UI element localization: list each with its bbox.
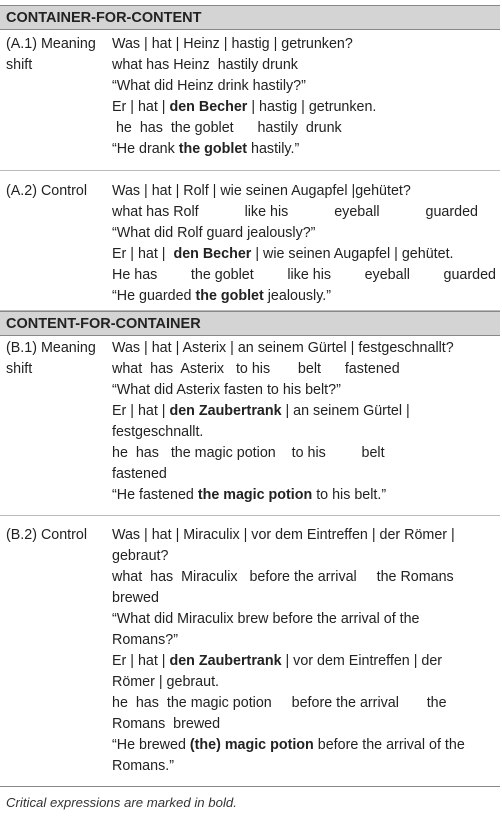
answer-german — [112, 97, 496, 118]
question-translation: “What did Rolf guard jealously?” — [112, 225, 316, 241]
label-line: (B.1) Meaning — [6, 340, 96, 356]
critical-expression: den Becher — [169, 99, 248, 115]
text: Er | hat | — [112, 99, 170, 115]
text: to his belt.” — [312, 487, 387, 503]
text: | hastig | getrunken. — [247, 99, 377, 115]
text: “He fastened — [112, 487, 198, 503]
gloss-word: eyeball — [364, 267, 410, 283]
answer-german-cont: Römer | gebraut. — [112, 674, 220, 690]
answer-gloss: he has the magic potion to his belt — [112, 445, 385, 461]
text: “He drank — [112, 141, 179, 157]
text: | an seinem Gürtel | — [281, 403, 410, 419]
answer-gloss: he has the magic potion before the arrival the — [112, 695, 447, 711]
text: | vor dem Eintreffen | der — [281, 653, 443, 669]
row-content-a1 — [112, 34, 500, 160]
label-line: (B.2) Control — [6, 527, 88, 543]
answer-translation — [112, 139, 496, 160]
question-german: Was | hat | Rolf | wie seinen Augapfel |gehütet? — [112, 183, 411, 199]
answer-german — [112, 401, 496, 422]
critical-expression: the goblet — [195, 288, 264, 304]
answer-german — [112, 244, 496, 265]
question-gloss — [112, 202, 496, 223]
row-label-a1 — [0, 34, 112, 160]
row-content-a2 — [112, 181, 500, 307]
row-label-b1 — [0, 338, 112, 506]
row-a2 — [0, 171, 500, 311]
question-gloss: what has Asterix to his belt fastened — [112, 361, 400, 377]
gloss-word: guarded — [425, 204, 478, 220]
critical-expression: den Zaubertrank — [169, 403, 282, 419]
gloss-word: what has Rolf — [112, 204, 199, 220]
text: jealously.” — [263, 288, 332, 304]
label-line: (A.1) Meaning — [6, 36, 96, 52]
answer-gloss-cont: fastened — [112, 466, 167, 482]
question-german: Was | hat | Heinz | hastig | getrunken? — [112, 36, 353, 52]
critical-expression: den Becher — [173, 246, 252, 262]
label-line: shift — [6, 57, 33, 73]
answer-gloss-cont: Romans brewed — [112, 716, 221, 732]
question-translation: “What did Asterix fasten to his belt?” — [112, 382, 341, 398]
row-a1 — [0, 30, 500, 171]
critical-expression: the goblet — [178, 141, 248, 157]
text: “He brewed — [112, 737, 190, 753]
question-translation-cont: Romans?” — [112, 632, 178, 648]
section-header-content-for-container: CONTENT-FOR-CONTAINER — [0, 311, 500, 336]
question-translation: “What did Miraculix brew before the arrival of the — [112, 611, 420, 627]
gloss-word: guarded — [443, 267, 496, 283]
question-german-cont: gebraut? — [112, 548, 169, 564]
text: before the arrival of the — [313, 737, 465, 753]
table-footnote: Critical expressions are marked in bold. — [6, 795, 237, 810]
critical-expression: (the) magic potion — [189, 737, 314, 753]
question-gloss: what has Miraculix before the arrival the Romans — [112, 569, 454, 585]
text: | wie seinen Augapfel | gehütet. — [251, 246, 454, 262]
label-line: shift — [6, 361, 33, 377]
question-gloss-cont: brewed — [112, 590, 159, 606]
text: Er | hat | — [112, 403, 170, 419]
text: Er | hat | — [112, 653, 170, 669]
gloss-word: He has — [112, 267, 158, 283]
answer-translation — [112, 485, 496, 506]
row-b1 — [0, 336, 500, 516]
row-b2 — [0, 516, 500, 787]
row-label-a2 — [0, 181, 112, 307]
text: hastily.” — [247, 141, 300, 157]
gloss-word: the goblet — [190, 267, 254, 283]
answer-translation — [112, 735, 496, 756]
critical-expression: den Zaubertrank — [169, 653, 282, 669]
question-german: Was | hat | Miraculix | vor dem Eintreffen | der Römer | — [112, 527, 455, 543]
row-content-b2 — [112, 525, 500, 777]
gloss-word: like his — [244, 204, 289, 220]
gloss-word: like his — [287, 267, 332, 283]
text: “He guarded — [112, 288, 196, 304]
answer-german — [112, 651, 496, 672]
answer-translation — [112, 286, 496, 307]
section-header-container-for-content: CONTAINER-FOR-CONTENT — [0, 5, 500, 30]
question-german: Was | hat | Asterix | an seinem Gürtel | festgeschnallt? — [112, 340, 454, 356]
answer-german-cont: festgeschnallt. — [112, 424, 204, 440]
gloss-word: eyeball — [334, 204, 380, 220]
text: Er | hat | — [112, 246, 174, 262]
answer-gloss — [112, 265, 496, 286]
answer-translation-cont: Romans.” — [112, 758, 174, 774]
row-label-b2 — [0, 525, 112, 777]
question-gloss: what has Heinz hastily drunk — [112, 57, 298, 73]
answer-gloss: he has the goblet hastily drunk — [112, 120, 342, 136]
label-line: (A.2) Control — [6, 183, 88, 199]
question-translation: “What did Heinz drink hastily?” — [112, 78, 306, 94]
row-content-b1 — [112, 338, 500, 506]
critical-expression: the magic potion — [197, 487, 313, 503]
